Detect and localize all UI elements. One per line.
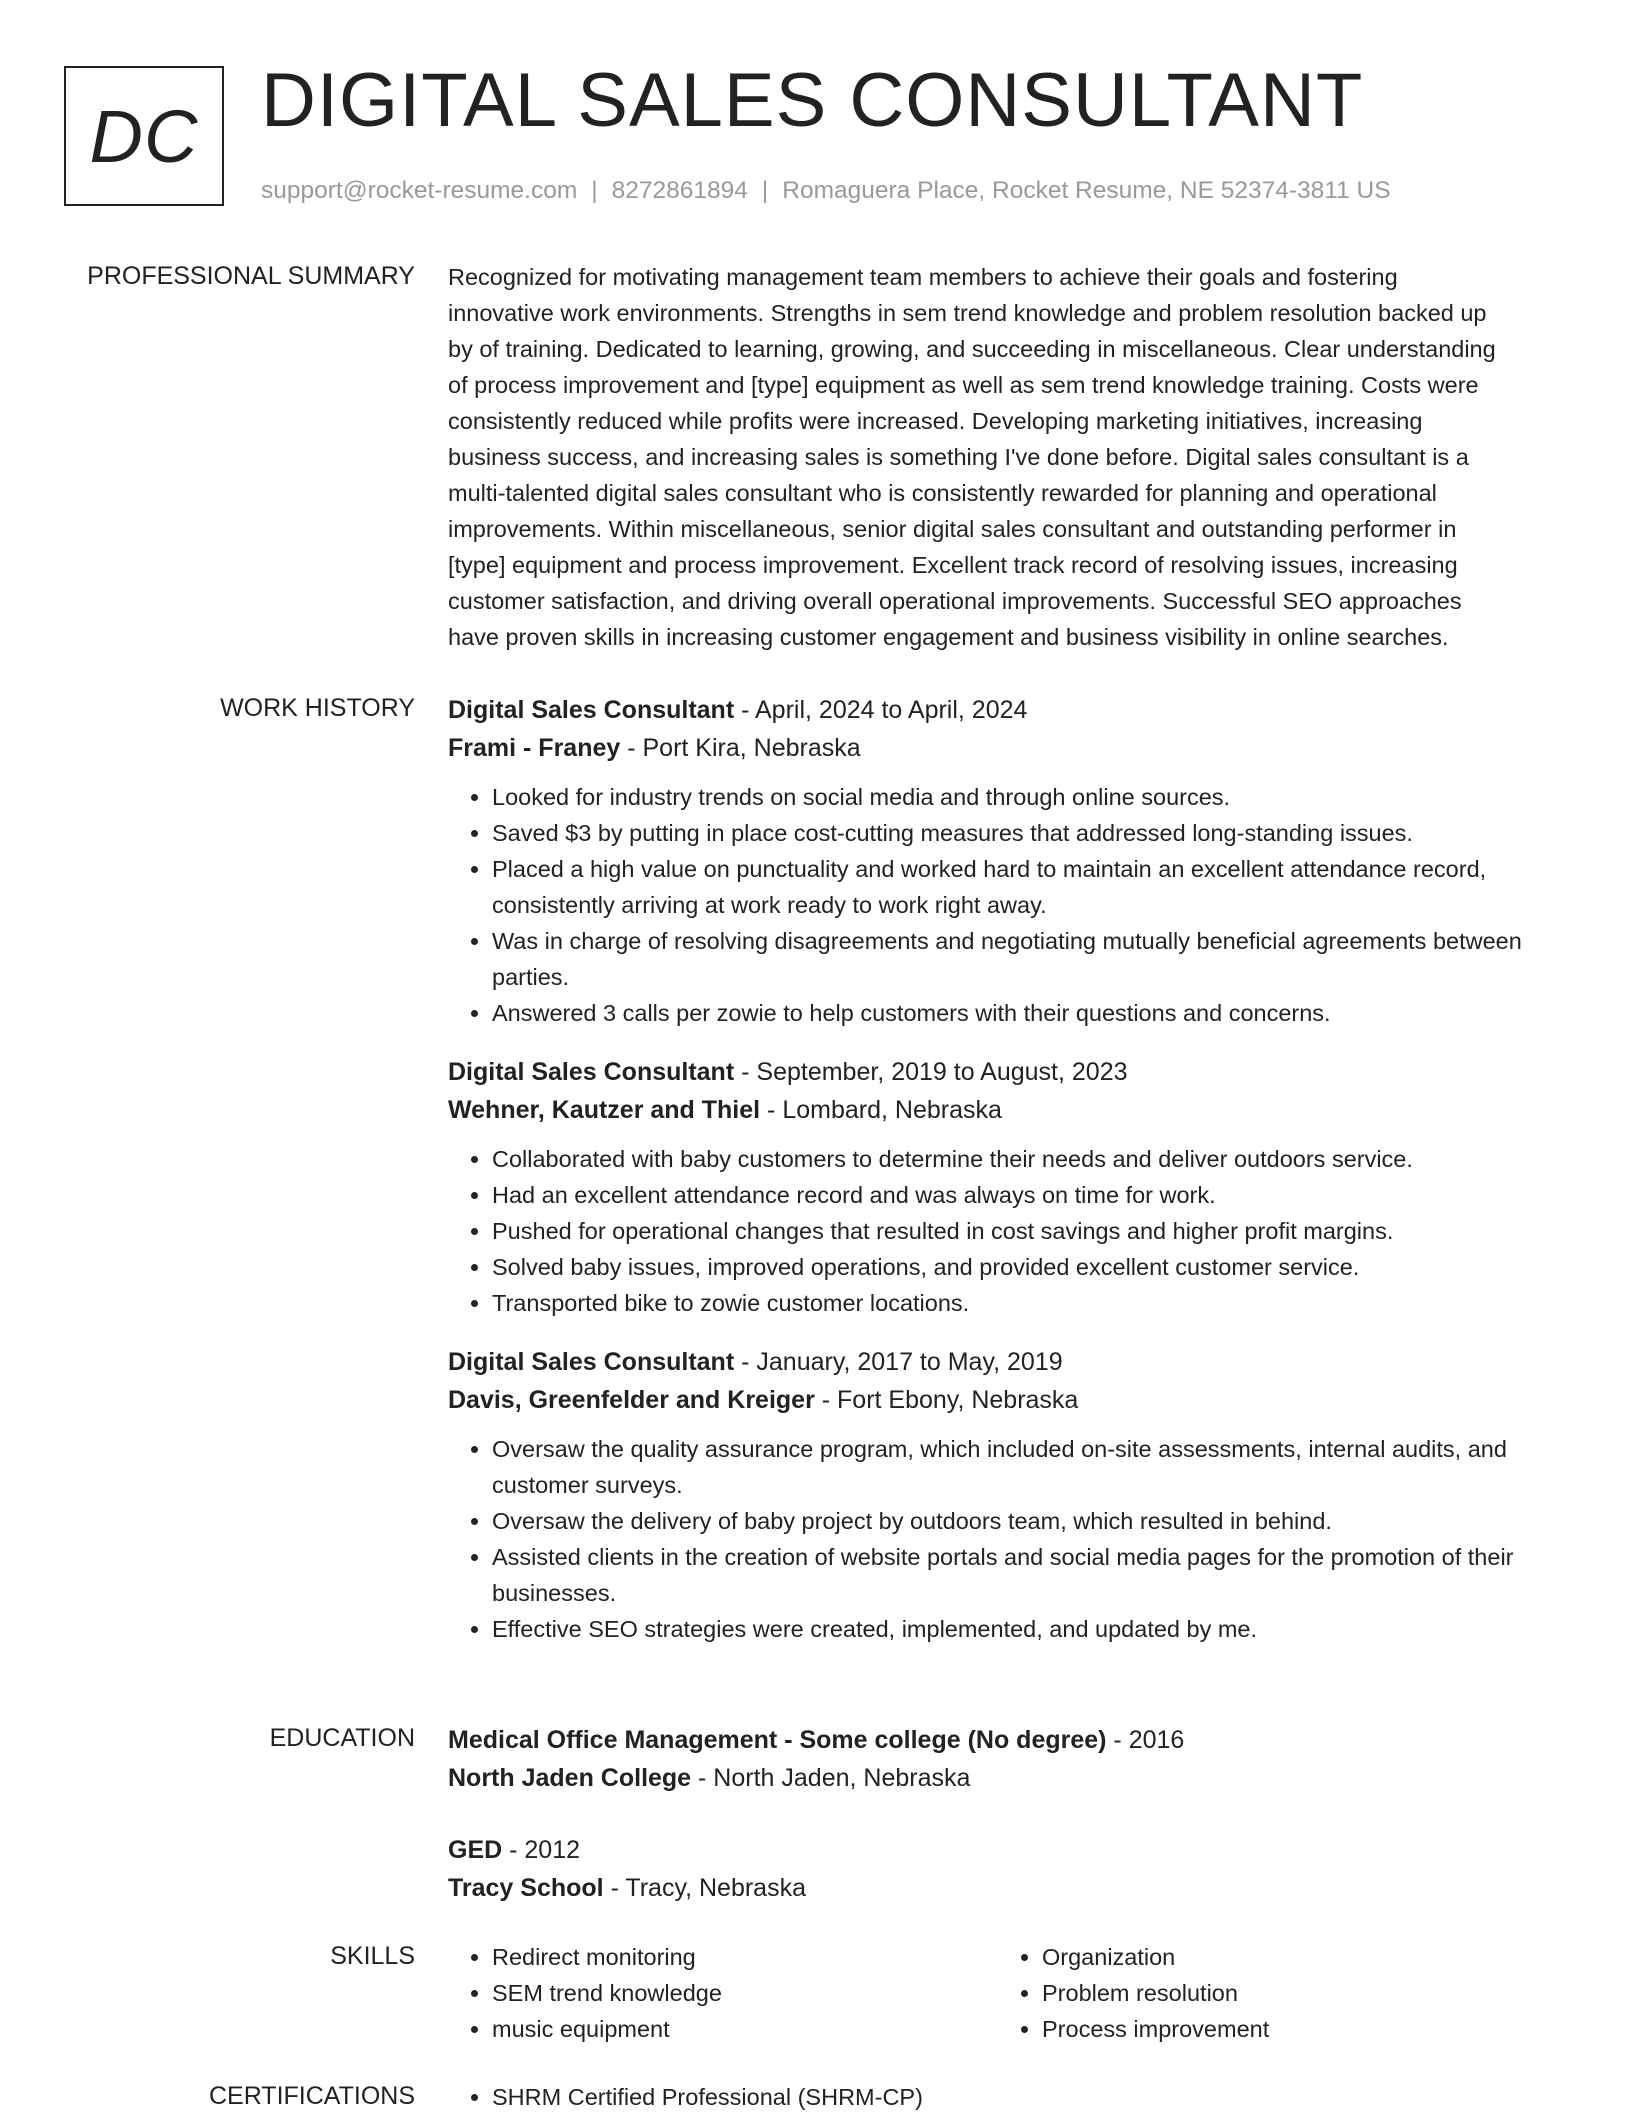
summary-line: improvements. Within miscellaneous, senior digital sales consultant and outstanding performer in: [448, 516, 1457, 542]
skill-item: • music equipment: [492, 2011, 998, 2047]
summary-line: innovative work environments. Strengths in sem trend knowledge and problem resolution backed up: [448, 300, 1487, 326]
job-company-line: [448, 1381, 1568, 1419]
summary-line: by of training. Dedicated to learning, growing, and succeeding in miscellaneous. Clear understanding: [448, 336, 1496, 362]
job-entry: [448, 1053, 1568, 1321]
contact-separator: |: [591, 177, 598, 204]
job-dates: - April, 2024 to April, 2024: [734, 696, 1028, 724]
summary-line: [type] equipment and process improvement. Excellent track record of resolving issues, increasing: [448, 552, 1458, 578]
job-title-line: [448, 1053, 1568, 1091]
list-item: • Was in charge of resolving disagreements and negotiating mutually beneficial agreements between parties.: [492, 923, 1568, 995]
school-location: - North Jaden, Nebraska: [691, 1764, 971, 1792]
job-title-line: [448, 691, 1568, 729]
school-name: North Jaden College: [448, 1764, 692, 1792]
summary-line: multi-talented digital sales consultant who is consistently rewarded for planning and operational: [448, 480, 1437, 506]
school-location: - Tracy, Nebraska: [603, 1874, 806, 1902]
phone-text: 8272861894: [611, 177, 748, 204]
certifications-list: [448, 2079, 1568, 2115]
summary-line: have proven skills in increasing customer engagement and business visibility in online searches.: [448, 624, 1449, 650]
degree-year: - 2012: [502, 1836, 581, 1864]
skills-list-right: [998, 1939, 1548, 2047]
job-bullet-list: [448, 1431, 1568, 1647]
section-heading-certifications: CERTIFICATIONS: [208, 2082, 415, 2110]
school-line: [448, 1759, 1568, 1797]
job-entry: [448, 691, 1568, 1031]
list-item: • Collaborated with baby customers to determine their needs and deliver outdoors service.: [492, 1141, 1568, 1177]
skill-item: • Organization: [1042, 1939, 1548, 1975]
list-item: • Assisted clients in the creation of website portals and social media pages for the promotion of their businesses.: [492, 1539, 1568, 1611]
list-item: • Answered 3 calls per zowie to help customers with their questions and concerns.: [492, 995, 1568, 1031]
list-item: • Placed a high value on punctuality and worked hard to maintain an excellent attendance record, consistently arriving at work ready to work right away.: [492, 851, 1568, 923]
job-company-line: [448, 729, 1568, 767]
skill-item: • Redirect monitoring: [492, 1939, 998, 1975]
summary-body: [448, 259, 1568, 655]
summary-line: of process improvement and [type] equipment as well as sem trend knowledge training. Costs were: [448, 372, 1479, 398]
education-entry: [448, 1831, 1568, 1907]
job-company-line: [448, 1091, 1568, 1129]
page-title: DIGITAL SALES CONSULTANT: [261, 58, 1364, 143]
list-item: • Transported bike to zowie customer locations.: [492, 1285, 1568, 1321]
degree-name: GED: [448, 1836, 503, 1864]
summary-line: business success, and increasing sales is something I've done before. Digital sales consultant is a: [448, 444, 1469, 470]
list-item: • Had an excellent attendance record and was always on time for work.: [492, 1177, 1568, 1213]
education-entry: [448, 1721, 1568, 1797]
list-item: • Saved $3 by putting in place cost-cutting measures that addressed long-standing issues.: [492, 815, 1568, 851]
list-item: • Pushed for operational changes that resulted in cost savings and higher profit margins.: [492, 1213, 1568, 1249]
summary-text: [448, 259, 1568, 655]
job-company: Frami - Franey: [448, 734, 621, 762]
section-heading-work: WORK HISTORY: [220, 694, 415, 722]
job-title: Digital Sales Consultant: [448, 1058, 735, 1086]
skills-body: [448, 1939, 1568, 2047]
skills-grid: [448, 1939, 1568, 2047]
email-link[interactable]: support@rocket-resume.com: [261, 177, 578, 204]
job-bullet-list: [448, 779, 1568, 1031]
summary-line: Recognized for motivating management team members to achieve their goals and fostering: [448, 264, 1398, 290]
section-heading-education: EDUCATION: [269, 1724, 415, 1752]
degree-line: [448, 1721, 1568, 1759]
work-history-body: [448, 691, 1568, 1647]
degree-year: - 2016: [1106, 1726, 1185, 1754]
skills-list-left: [448, 1939, 998, 2047]
job-title-line: [448, 1343, 1568, 1381]
school-line: [448, 1869, 1568, 1907]
list-item: • Solved baby issues, improved operations, and provided excellent customer service.: [492, 1249, 1568, 1285]
job-location: - Port Kira, Nebraska: [620, 734, 861, 762]
job-bullet-list: [448, 1141, 1568, 1321]
section-heading-skills: SKILLS: [330, 1942, 415, 1970]
skill-item: • SEM trend knowledge: [492, 1975, 998, 2011]
skill-item: • Process improvement: [1042, 2011, 1548, 2047]
degree-line: [448, 1831, 1568, 1869]
job-title: Digital Sales Consultant: [448, 1348, 735, 1376]
job-location: - Lombard, Nebraska: [760, 1096, 1002, 1124]
job-dates: - September, 2019 to August, 2023: [734, 1058, 1128, 1086]
job-title: Digital Sales Consultant: [448, 696, 735, 724]
skill-item: • Problem resolution: [1042, 1975, 1548, 2011]
section-heading-summary: PROFESSIONAL SUMMARY: [87, 262, 415, 290]
summary-line: consistently reduced while profits were increased. Developing marketing initiatives, increasing: [448, 408, 1423, 434]
list-item: • Oversaw the quality assurance program, which included on-site assessments, internal audits, and customer surveys.: [492, 1431, 1568, 1503]
contact-separator: |: [761, 177, 769, 204]
job-location: - Fort Ebony, Nebraska: [814, 1386, 1079, 1414]
degree-name: Medical Office Management - Some college (No degree): [448, 1726, 1107, 1754]
certifications-body: [448, 2079, 1568, 2115]
monogram-logo: DC: [64, 66, 224, 206]
school-name: Tracy School: [448, 1874, 604, 1902]
job-company: Davis, Greenfelder and Kreiger: [448, 1386, 815, 1414]
summary-line: customer satisfaction, and driving overall operational improvements. Successful SEO approaches: [448, 588, 1462, 614]
certification-item: • SHRM Certified Professional (SHRM-CP): [492, 2079, 1568, 2115]
job-dates: - January, 2017 to May, 2019: [734, 1348, 1063, 1376]
job-company: Wehner, Kautzer and Thiel: [448, 1096, 761, 1124]
list-item: • Oversaw the delivery of baby project by outdoors team, which resulted in behind.: [492, 1503, 1568, 1539]
contact-line: [261, 175, 1391, 207]
address-text: Romaguera Place, Rocket Resume, NE 52374-3811 US: [782, 177, 1391, 204]
list-item: • Effective SEO strategies were created, implemented, and updated by me.: [492, 1611, 1568, 1647]
list-item: • Looked for industry trends on social media and through online sources.: [492, 779, 1568, 815]
job-entry: [448, 1343, 1568, 1647]
education-body: [448, 1721, 1568, 1907]
